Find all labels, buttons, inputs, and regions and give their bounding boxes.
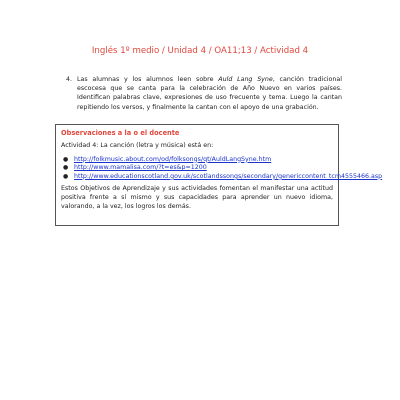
teacher-notes-box <box>55 124 383 226</box>
list-item <box>61 172 383 182</box>
activity-item <box>66 75 342 112</box>
resource-link-list <box>61 155 383 182</box>
activity-number: 4. <box>66 76 73 83</box>
bullet-icon: ● <box>63 172 69 180</box>
teacher-notes-title: Observaciones a la o el docente <box>61 129 180 137</box>
bullet-icon: ● <box>63 155 69 163</box>
list-item <box>61 164 333 173</box>
bullet-icon: ● <box>63 164 69 172</box>
activity-text-before: Las alumnas y los alumnos leen sobre <box>77 76 219 83</box>
teacher-notes-intro: Actividad 4: La canción (letra y música) está en: <box>61 142 214 149</box>
activity-text <box>77 75 342 112</box>
resource-link[interactable]: http://folkmusic.about.com/od/folksongs/qt/AuldLangSyne.htm <box>74 155 272 163</box>
resource-link[interactable]: http://www.educationscotland.gov.uk/scotlandssongs/secondary/genericcontent_tcm4555466.asp <box>74 172 383 180</box>
list-item <box>61 156 333 165</box>
resource-link[interactable]: http://www.mamalisa.com/?t=es&p=1200 <box>74 164 207 172</box>
page-title: Inglés 1º medio / Unidad 4 / OA11;13 / Actividad 4 <box>91 46 309 56</box>
song-title: Auld Lang Syne <box>218 76 273 83</box>
activity-text-after: , canción tradicional escocesa que se canta para la celebración de Año Nuevo en varios países. Identifican palabras clave, expresiones de uso frecuente y tema. Luego la cantan repitiendo los versos, y finalmente la cantan con el apoyo de una grabación. <box>77 76 342 111</box>
teacher-notes-closing: Estos Objetivos de Aprendizaje y sus actividades fomentan el manifestar una actitud positiva frente a sí mismo y sus capacidades para aprender un nuevo idioma, valorando, a la vez, los logros los demás. <box>61 185 333 210</box>
